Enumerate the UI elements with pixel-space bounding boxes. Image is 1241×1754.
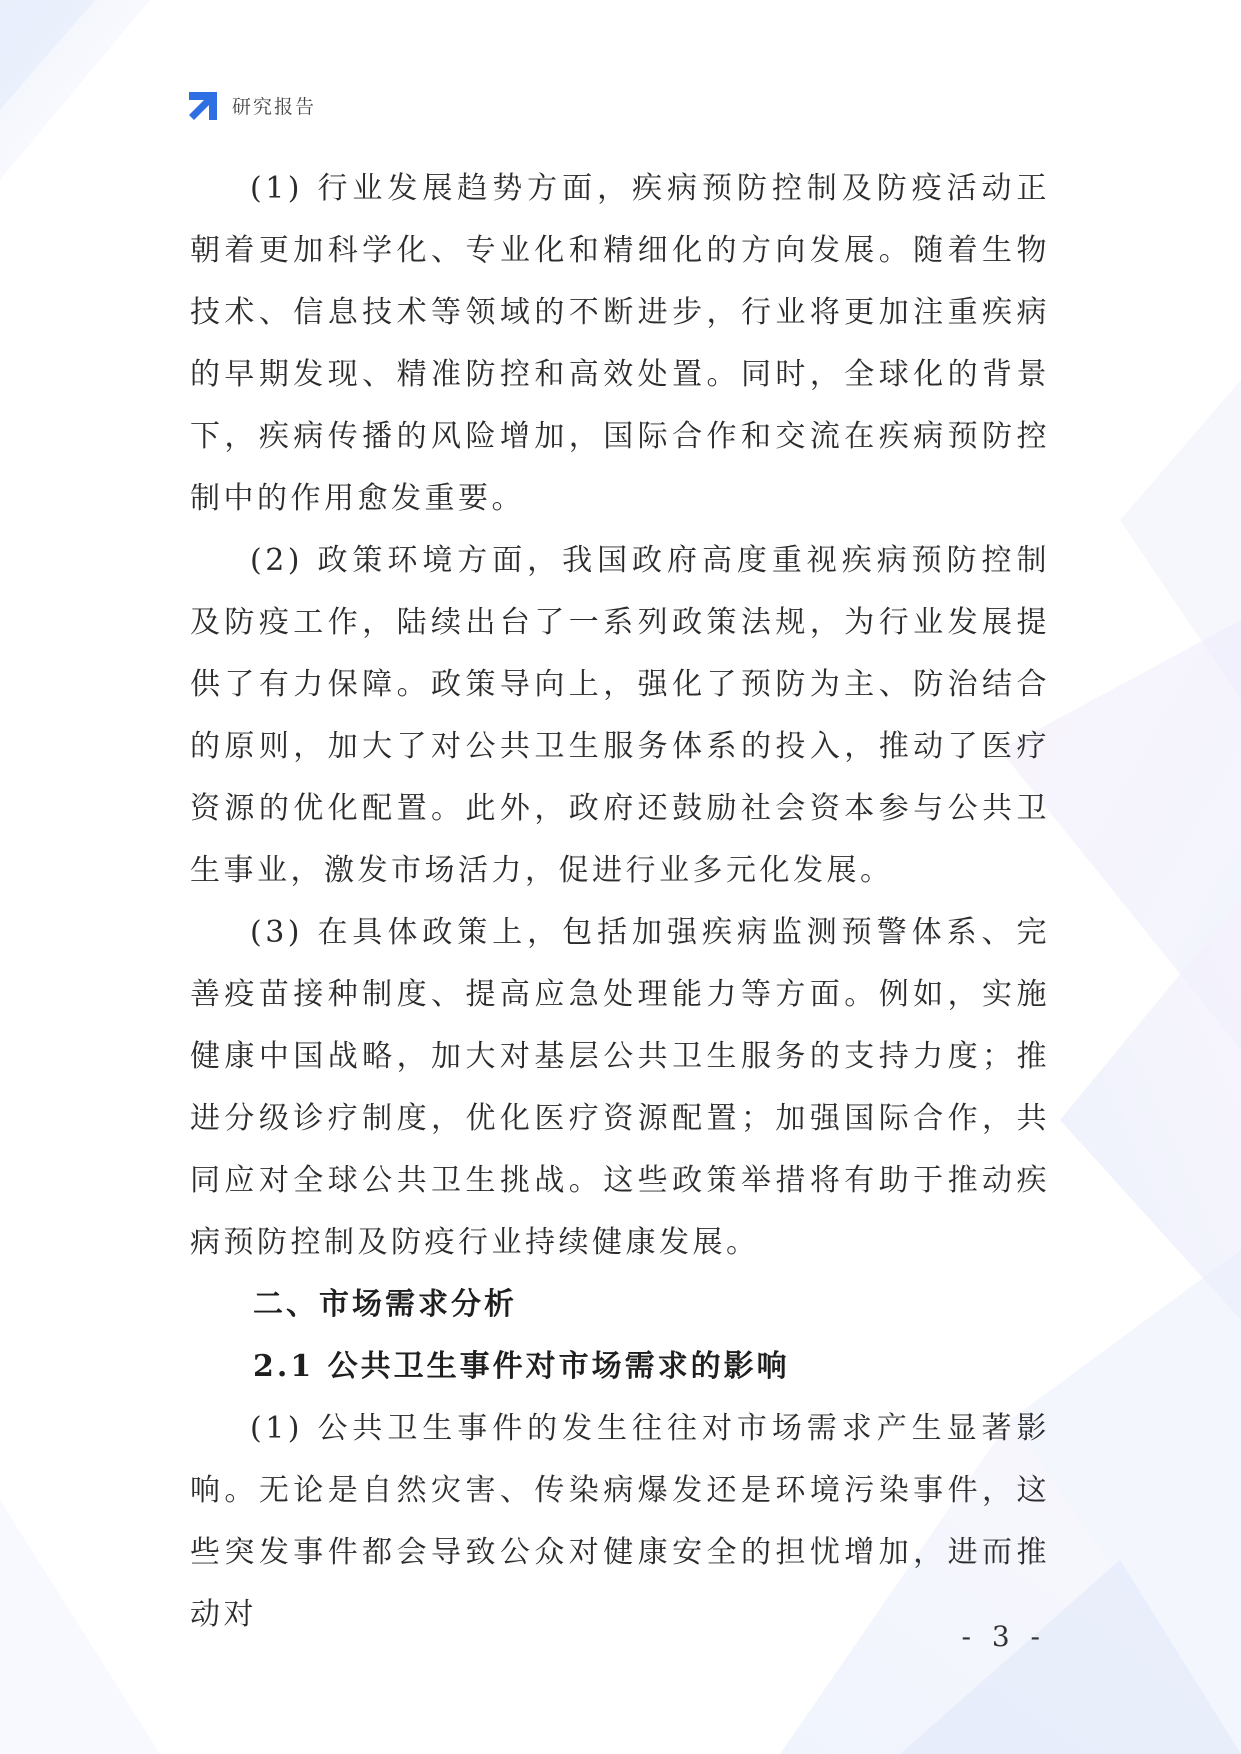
header-title: 研究报告 [232, 95, 317, 118]
report-header [187, 88, 316, 122]
arrow-logo-icon [187, 88, 221, 122]
paragraph-specific-policies: (3) 在具体政策上，包括加强疾病监测预警体系、完善疫苗接种制度、提高应急处理能力等方面。例如，实施健康中国战略，加大对基层公共卫生服务的支持力度；推进分级诊疗制度，优化医疗资源配置；加强国际合作，共同应对全球公共卫生挑战。这些政策举措将有助于推动疾病预防控制及防疫行业持续健康发展。 [190, 915, 1050, 1260]
paragraph-public-health-events: (1) 公共卫生事件的发生往往对市场需求产生显著影响。无论是自然灾害、传染病爆发还是环境污染事件，这些突发事件都会导致公众对健康安全的担忧增加，进而推动对 [190, 1411, 1050, 1632]
paragraph-policy-environment: (2) 政策环境方面，我国政府高度重视疾病预防控制及防疫工作，陆续出台了一系列政策法规，为行业发展提供了有力保障。政策导向上，强化了预防为主、防治结合的原则，加大了对公共卫生服务体系的投入，推动了医疗资源的优化配置。此外，政府还鼓励社会资本参与公共卫生事业，激发市场活力，促进行业多元化发展。 [190, 543, 1050, 888]
paragraph-industry-trend: (1) 行业发展趋势方面，疾病预防控制及防疫活动正朝着更加科学化、专业化和精细化的方向发展。随着生物技术、信息技术等领域的不断进步，行业将更加注重疾病的早期发现、精准防控和高效处置。同时，全球化的背景下，疾病传播的风险增加，国际合作和交流在疾病预防控制中的作用愈发重要。 [190, 171, 1050, 516]
section-heading: 二、市场需求分析 [253, 1287, 517, 1322]
document-body [190, 158, 1050, 1646]
page-number: - 3 - [961, 1620, 1046, 1653]
subsection-heading: 2.1 公共卫生事件对市场需求的影响 [253, 1349, 790, 1384]
